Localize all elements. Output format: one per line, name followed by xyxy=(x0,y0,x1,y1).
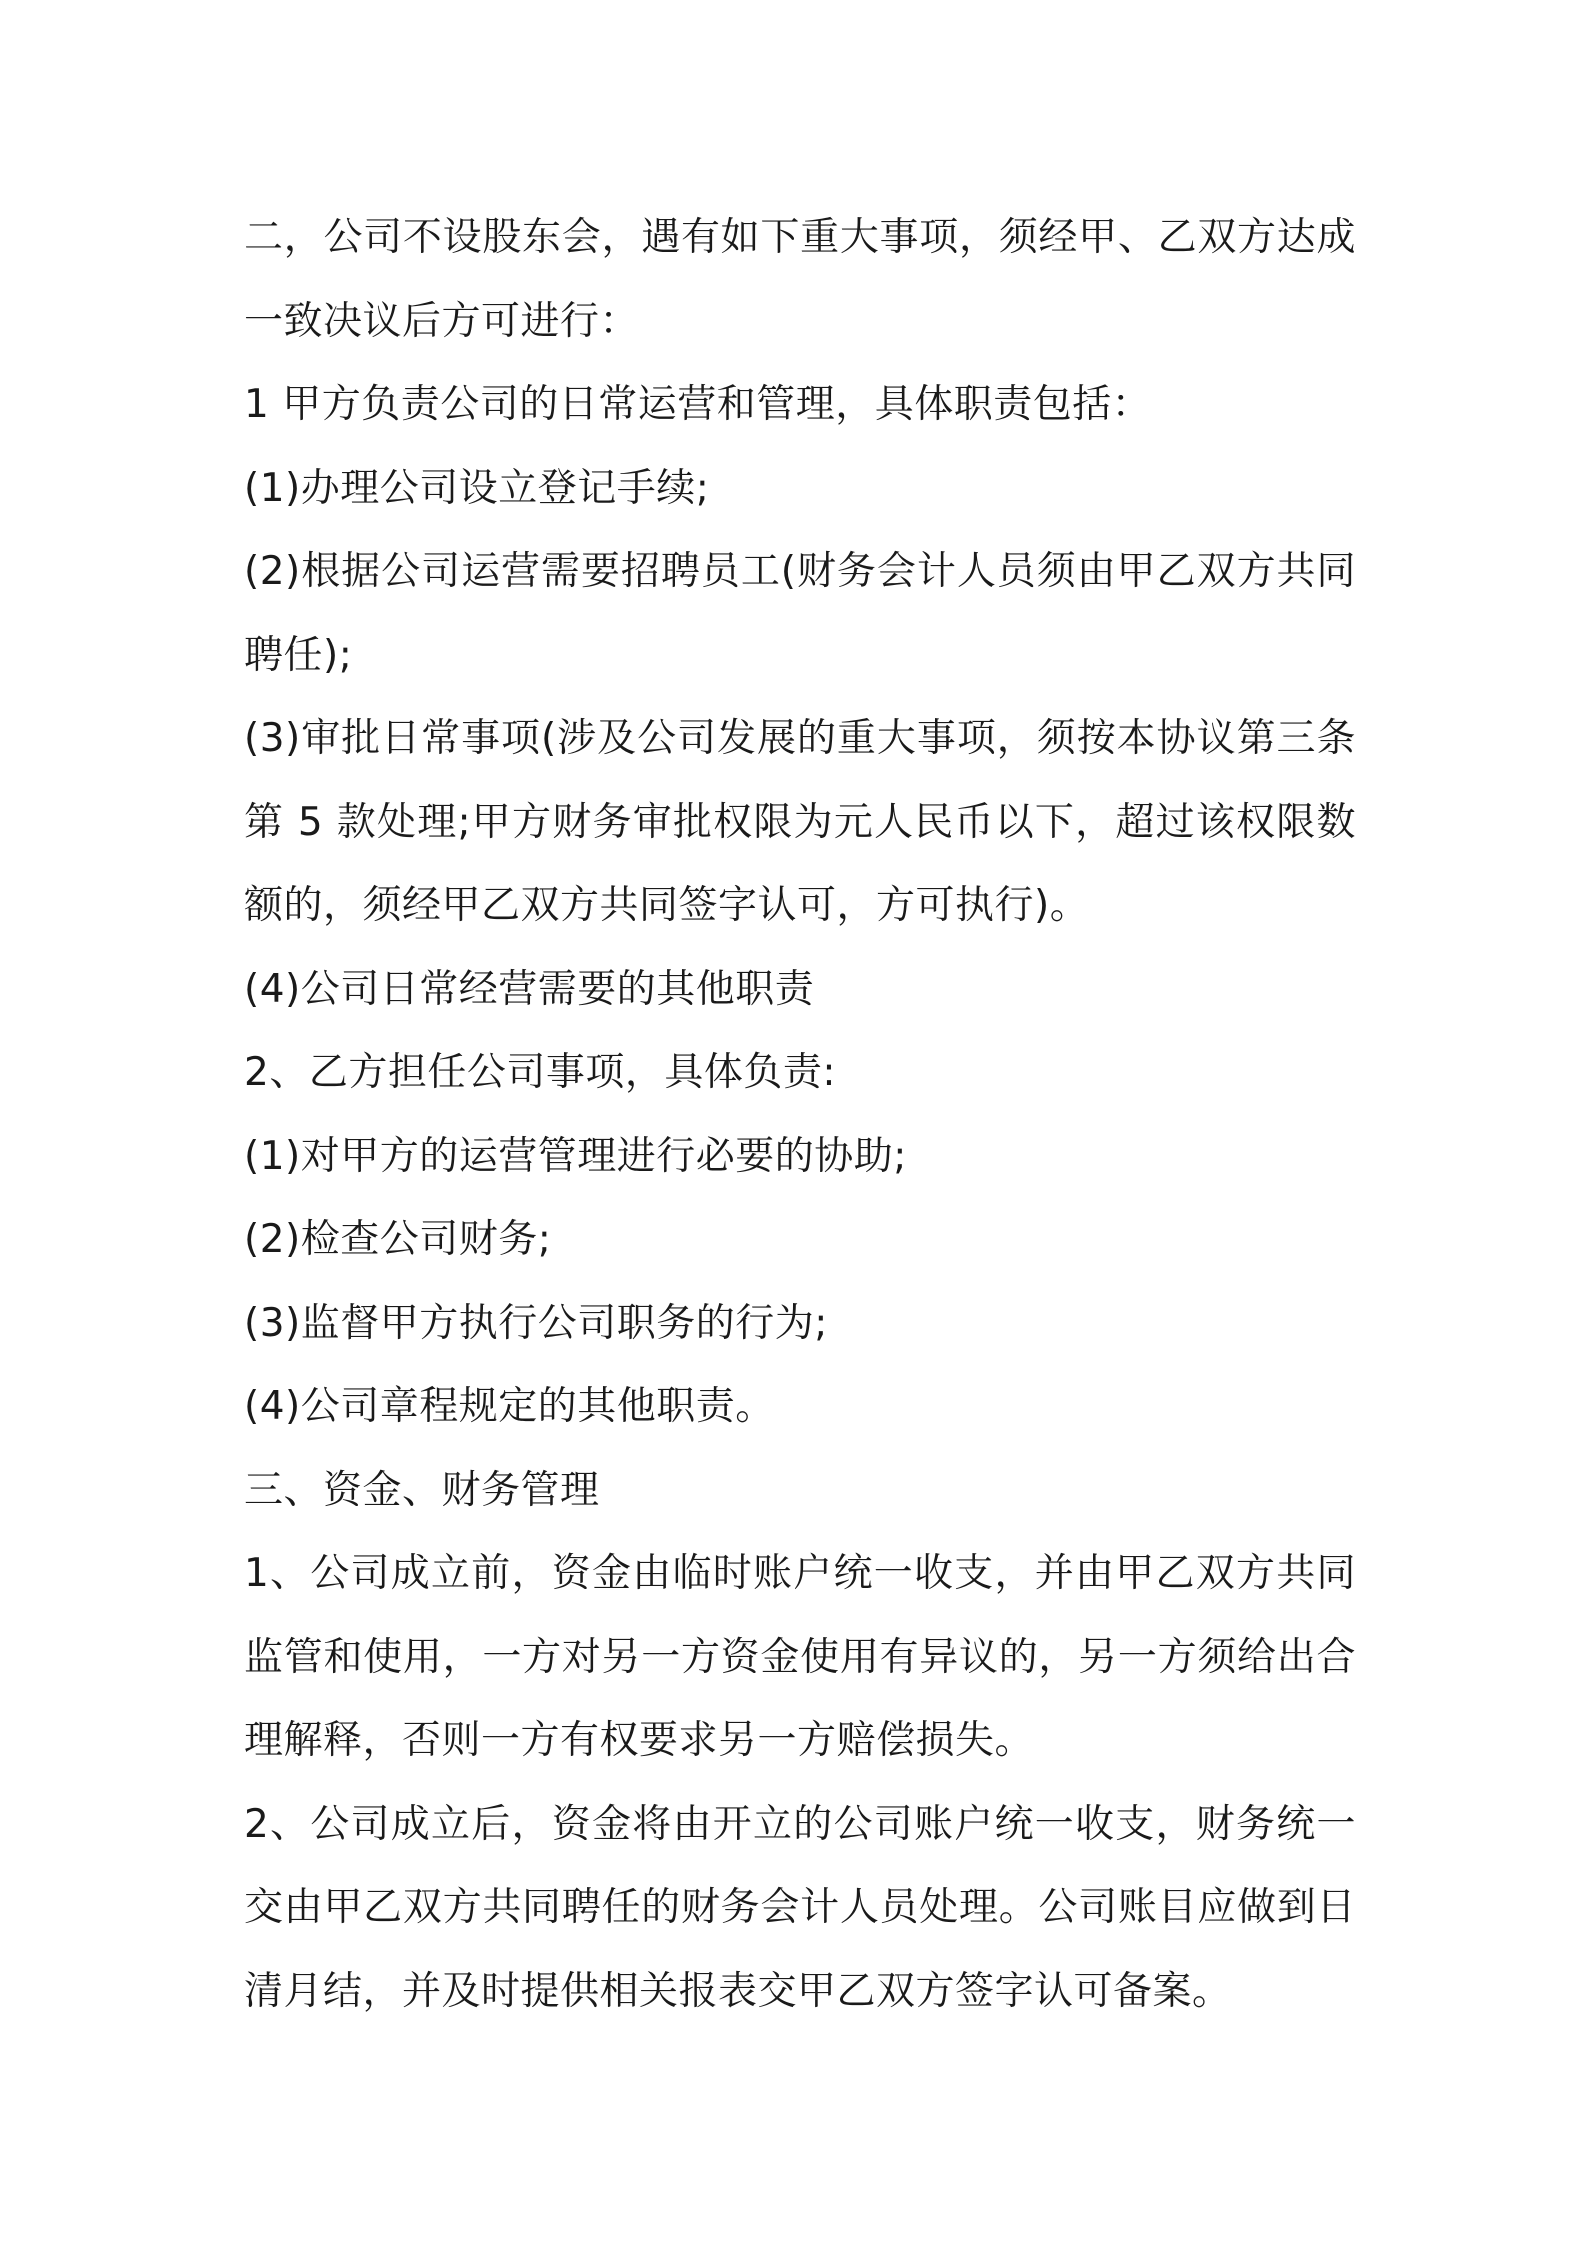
finance-clause-2: 2、公司成立后，资金将由开立的公司账户统一收支，财务统一交由甲乙双方共同聘任的财务会计人员处理。公司账目应做到日清月结，并及时提供相关报表交甲乙双方签字认可备案。 xyxy=(244,1801,1356,2014)
clause-two-heading: 二，公司不设股东会，遇有如下重大事项，须经甲、乙双方达成一致决议后方可进行： xyxy=(244,215,1356,344)
party-b-duty-4: (4)公司章程规定的其他职责。 xyxy=(244,1384,775,1429)
document-body xyxy=(244,196,1356,2033)
party-b-duty-2: (2)检查公司财务; xyxy=(244,1217,552,1262)
party-b-duty-1: (1)对甲方的运营管理进行必要的协助; xyxy=(244,1133,907,1179)
party-a-duty-3: (3)审批日常事项(涉及公司发展的重大事项，须按本协议第三条第 5 款处理;甲方财务审批权限为元人民币以下，超过该权限数额的，须经甲乙双方共同签字认可，方可执行)。 xyxy=(244,716,1356,928)
section-three-heading: 三、资金、财务管理 xyxy=(244,1467,600,1513)
party-a-duty-2: (2)根据公司运营需要招聘员工(财务会计人员须由甲乙双方共同聘任); xyxy=(244,549,1356,678)
finance-clause-1: 1、公司成立前，资金由临时账户统一收支，并由甲乙双方共同监管和使用，一方对另一方资金使用有异议的，另一方须给出合理解释，否则一方有权要求另一方赔偿损失。 xyxy=(244,1551,1356,1763)
clause-party-b-duties: 2、乙方担任公司事项，具体负责: xyxy=(244,1050,836,1095)
party-a-duty-1: (1)办理公司设立登记手续; xyxy=(244,465,710,511)
party-a-duty-4: (4)公司日常经营需要的其他职责 xyxy=(244,966,815,1012)
clause-party-a-duties: 1 甲方负责公司的日常运营和管理，具体职责包括： xyxy=(244,382,1152,427)
party-b-duty-3: (3)监督甲方执行公司职务的行为; xyxy=(244,1300,828,1346)
